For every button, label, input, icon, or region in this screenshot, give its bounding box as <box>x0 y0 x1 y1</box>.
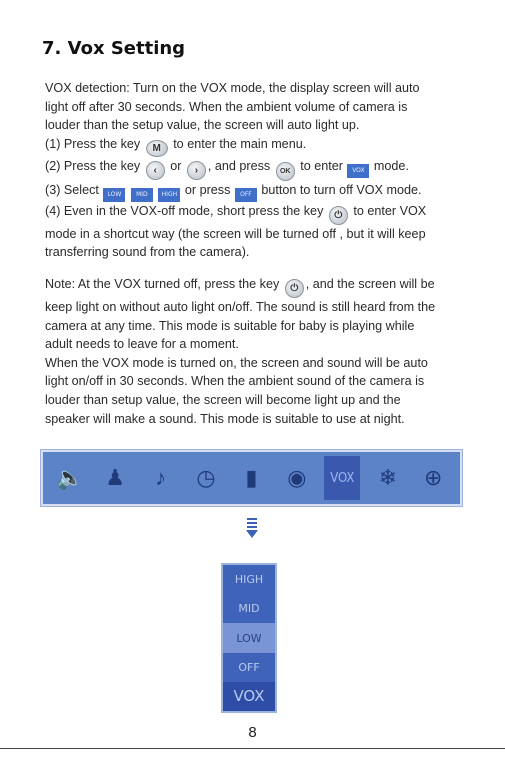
step-text: (1) Press the key <box>45 136 141 151</box>
note-text: Note: At the VOX turned off, press the key <box>45 277 280 291</box>
step-4-continued: transferring sound from the camera). <box>45 245 250 260</box>
vox-submenu <box>221 563 277 713</box>
intro-line: VOX detection: Turn on the VOX mode, the display screen will auto <box>45 81 420 95</box>
vox-submenu-header: VOX <box>223 682 275 711</box>
down-arrow-icon <box>245 518 259 538</box>
step-1 <box>45 135 470 157</box>
note-paragraph <box>45 275 470 428</box>
power-key-icon: ⏻ <box>285 279 304 298</box>
note-line <box>45 275 470 298</box>
intro-line: light off after 30 seconds. When the ambient volume of camera is <box>45 99 408 114</box>
vox-option-high: HIGH <box>234 573 264 587</box>
snowflake-icon: ❄ <box>378 465 397 490</box>
section-title: 7. Vox Setting <box>42 38 186 59</box>
note-line: adult needs to leave for a moment. <box>45 337 239 352</box>
music-note-icon: ♪ <box>155 465 167 490</box>
step-text: (3) Select <box>45 182 99 197</box>
page-number: 8 <box>248 724 257 741</box>
main-menu-bar <box>40 449 463 507</box>
speaker-icon: 🔈 <box>56 465 84 490</box>
off-level-icon: OFF <box>235 188 257 202</box>
note-line: keep light on without auto light on/off. The sound is still heard from the <box>45 300 436 314</box>
footer-divider <box>0 748 505 749</box>
note-line: louder than setup value, the screen will become light up and the <box>45 392 401 407</box>
clock-icon: ◷ <box>196 465 216 490</box>
note-line: camera at any time. This mode is suitable for baby is playing while <box>45 318 415 333</box>
note-text: , and the screen will be <box>305 277 435 291</box>
step-2 <box>45 157 470 181</box>
step-text: to enter <box>300 158 343 173</box>
step-text: button to turn off VOX mode. <box>261 182 422 197</box>
high-level-icon: HIGH <box>158 188 180 202</box>
vox-menu-item: VOX <box>324 456 360 500</box>
step-text: , and press <box>207 158 271 173</box>
ok-key-icon: OK <box>276 162 295 181</box>
zoom-icon: ⊕ <box>424 465 443 490</box>
step-4 <box>45 202 470 225</box>
intro-line: louder than the setup value, the screen will auto light up. <box>45 118 360 133</box>
step-4-continued: mode in a shortcut way (the screen will be turned off , but it will keep <box>45 226 426 241</box>
note-line: speaker will make a sound. This mode is suitable to use at night. <box>45 411 405 426</box>
mid-level-icon: MID <box>131 188 153 202</box>
vox-option-off: OFF <box>238 660 260 674</box>
person-icon: ♟ <box>105 465 126 490</box>
low-level-icon: LOW <box>103 188 125 202</box>
vox-option-mid: MID <box>238 602 260 616</box>
note-line: When the VOX mode is turned on, the screen and sound will be auto <box>45 355 428 370</box>
vox-option-low: LOW <box>223 623 275 652</box>
menu-key-icon: M <box>146 140 168 157</box>
step-text: or press <box>184 182 231 197</box>
step-text: mode. <box>373 158 409 173</box>
camera-icon: ◉ <box>287 465 307 490</box>
step-text: or <box>170 158 182 173</box>
thermometer-icon: ▮ <box>245 465 258 490</box>
step-3 <box>45 181 470 202</box>
left-arrow-key-icon: ‹ <box>146 161 165 180</box>
step-text: to enter the main menu. <box>173 136 307 151</box>
step-text: to enter VOX <box>353 203 427 218</box>
note-line: light on/off in 30 seconds. When the ambient sound of the camera is <box>45 374 425 389</box>
vox-mode-icon: VOX <box>347 164 369 178</box>
power-key-icon: ⏻ <box>329 206 348 225</box>
step-text: (4) Even in the VOX-off mode, short press the key <box>45 203 324 218</box>
right-arrow-key-icon: › <box>187 161 206 180</box>
step-text: (2) Press the key <box>45 158 141 173</box>
intro-paragraph <box>45 79 470 262</box>
